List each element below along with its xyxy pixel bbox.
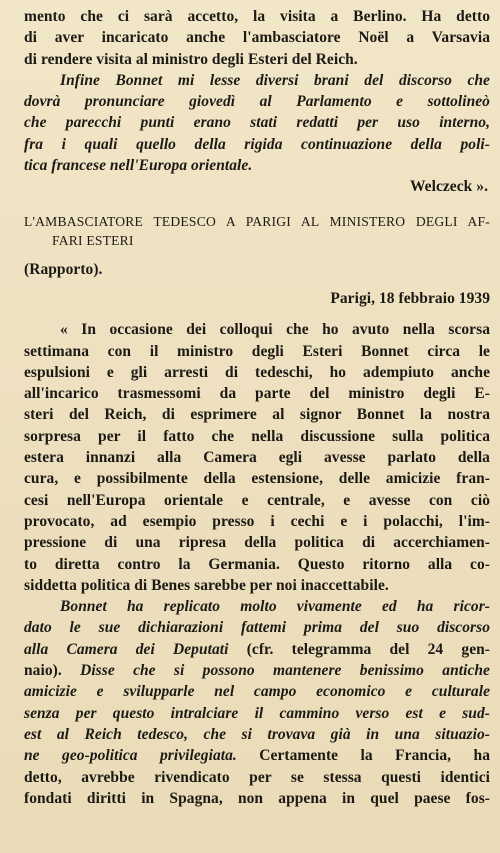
text-line: to diretta contro la Germania. Questo ritorno alla co- — [24, 555, 490, 573]
text-line: estera innanzi alla Camera egli avesse parlato della — [24, 449, 490, 467]
text-line: cura, e possibilmente della estensione, delle amicizie fran- — [24, 470, 490, 488]
text-line: settimana con il ministro degli Esteri Bonnet circa le — [24, 342, 490, 360]
text-fragment: Certamente la Francia, ha — [236, 747, 490, 765]
text-line: pressione di una ripresa della politica di accerchiamen- — [24, 534, 490, 552]
text-line — [24, 639, 490, 660]
text-line: tica francese nell'Europa orientale. — [24, 157, 253, 175]
final-paragraph — [24, 596, 490, 809]
report-label: (Rapporto). — [24, 260, 103, 278]
text-line: senza per questo intralciare il cammino verso est e sud- — [24, 704, 490, 722]
text-line: Infine Bonnet mi lesse diversi brani del discorso che — [60, 71, 490, 89]
text-line: di rendere visita al ministro degli Esteri del Reich. — [24, 50, 358, 68]
text-fragment: naio). — [24, 662, 81, 680]
text-line: cesi nell'Europa orientale e centrale, e avesse con ciò — [24, 491, 490, 509]
text-line: espulsioni e gli arresti di tedeschi, ho adempiuto anche — [24, 363, 490, 381]
text-line: est al Reich tedesco, che si trovava già in una situazio- — [24, 725, 490, 743]
text-fragment: (cfr. telegramma del 24 gen- — [228, 640, 490, 658]
text-fragment-italic: ne geo-politica privilegiata. — [24, 747, 237, 765]
text-line: all'incarico trasmessomi da parte del ministro degli E- — [24, 385, 490, 403]
text-line: fra i quali quello della rigida continuazione della poli- — [24, 135, 490, 153]
text-line: steri del Reich, di esprimere al signor Bonnet la nostra — [24, 406, 490, 424]
spacer — [24, 251, 490, 259]
text-line — [24, 745, 490, 766]
text-fragment-italic: Disse che si possono mantenere benissimo antiche — [80, 662, 490, 680]
signature: Welczeck ». — [409, 178, 488, 196]
text-line: fondati diritti in Spagna, non appena in quel paese fos- — [24, 789, 490, 807]
text-line: « In occasione dei colloqui che ho avuto nella scorsa — [60, 321, 490, 339]
italic-paragraph — [24, 70, 490, 176]
dateline: Parigi, 18 febbraio 1939 — [330, 289, 490, 307]
text-line: che parecchi punti erano stati redatti per uso interno, — [24, 114, 490, 132]
top-paragraph — [24, 6, 490, 70]
text-line: detto, avrebbe rivendicato per se stessa questi identici — [24, 768, 490, 786]
text-line: dato le sue dichiarazioni fattemi prima del suo discorso — [24, 619, 490, 637]
text-line: mento che ci sarà accetto, la visita a Berlino. Ha detto — [24, 8, 490, 25]
document-header — [24, 212, 490, 251]
spacer — [24, 309, 490, 319]
text-line — [24, 660, 490, 681]
text-line: amicizie e svilupparle nel campo economico e culturale — [24, 683, 490, 701]
text-line: sorpresa per il fatto che nella discussione sulla politica — [24, 427, 490, 445]
header-line: FARI ESTERI — [52, 233, 134, 249]
text-line: siddetta politica di Benes sarebbe per noi inaccettabile. — [24, 576, 389, 594]
header-line: L'AMBASCIATORE TEDESCO A PARIGI AL MINISTERO DEGLI AF- — [24, 213, 490, 229]
spacer — [24, 280, 490, 288]
text-line: Bonnet ha replicato molto vivamente ed ha ricor- — [60, 598, 490, 616]
report-paragraph — [24, 319, 490, 596]
text-fragment-italic: alla Camera dei Deputati — [24, 640, 229, 658]
spacer — [24, 198, 490, 212]
text-line: provocato, ad esempio presso i cechi e i polacchi, l'im- — [24, 512, 490, 530]
text-line: dovrà pronunciare giovedì al Parlamento e sottolineò — [24, 93, 490, 111]
text-line: di aver incaricato anche l'ambasciatore Noël a Varsavia — [24, 29, 490, 47]
